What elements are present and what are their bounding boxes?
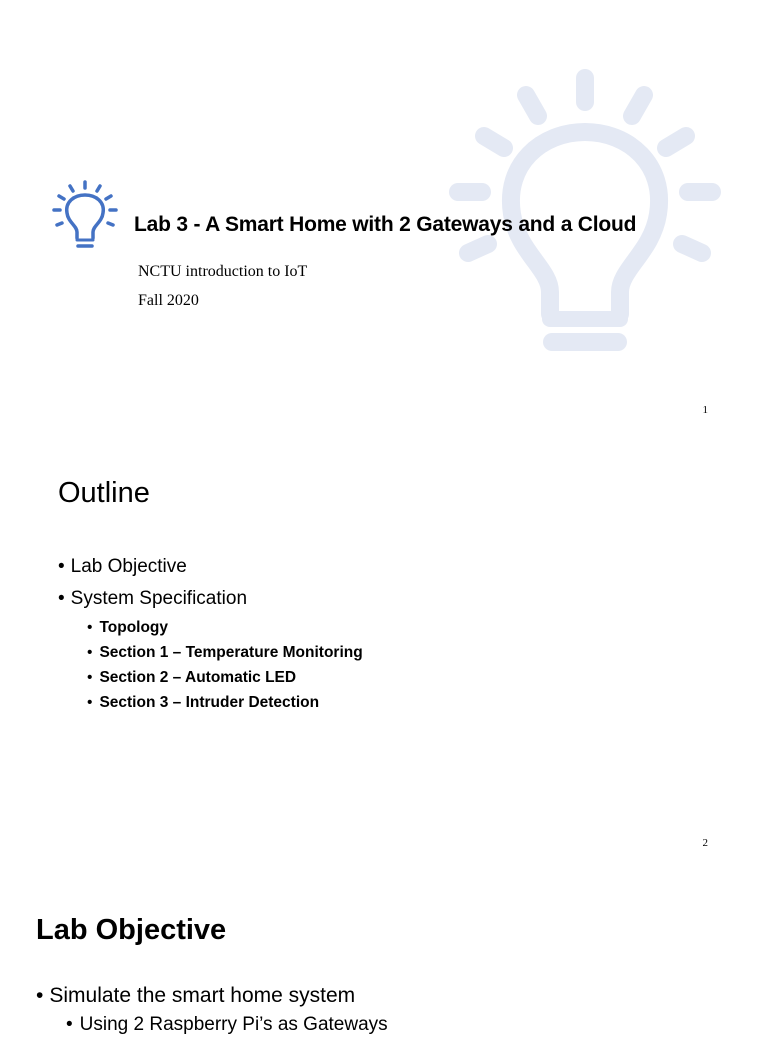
- objective-item: [36, 980, 388, 1038]
- outline-subitem: • Topology: [87, 615, 363, 640]
- slide-2: [0, 433, 768, 865]
- outline-item-label: System Specification: [70, 588, 248, 609]
- outline-subitem: • Section 1 – Temperature Monitoring: [87, 640, 363, 665]
- lightbulb-icon: [50, 178, 120, 253]
- objective-subitem: • Using 2 Raspberry Pi’s as Gateways: [66, 1012, 388, 1038]
- semester: Fall 2020: [138, 292, 199, 309]
- course-name: NCTU introduction to IoT: [138, 263, 308, 280]
- lab-objective-heading: Lab Objective: [36, 914, 227, 946]
- slide-title: Lab 3 - A Smart Home with 2 Gateways and a Cloud: [134, 213, 637, 236]
- outline-item: [58, 551, 363, 583]
- page-number: 1: [702, 404, 708, 416]
- outline-list: [58, 551, 363, 715]
- objective-item-label: Simulate the smart home system: [49, 984, 356, 1007]
- outline-heading: Outline: [58, 477, 150, 509]
- slide-1: [0, 0, 768, 432]
- outline-item: [58, 583, 363, 715]
- objective-sublist: [36, 1012, 388, 1038]
- outline-subitem: • Section 2 – Automatic LED: [87, 665, 363, 690]
- page-number: 2: [702, 837, 708, 849]
- outline-subitem: • Section 3 – Intruder Detection: [87, 690, 363, 715]
- slide-3: [0, 866, 768, 1035]
- objective-list: [36, 980, 388, 1038]
- outline-item-label: Lab Objective: [70, 556, 187, 577]
- outline-sublist: [58, 615, 363, 715]
